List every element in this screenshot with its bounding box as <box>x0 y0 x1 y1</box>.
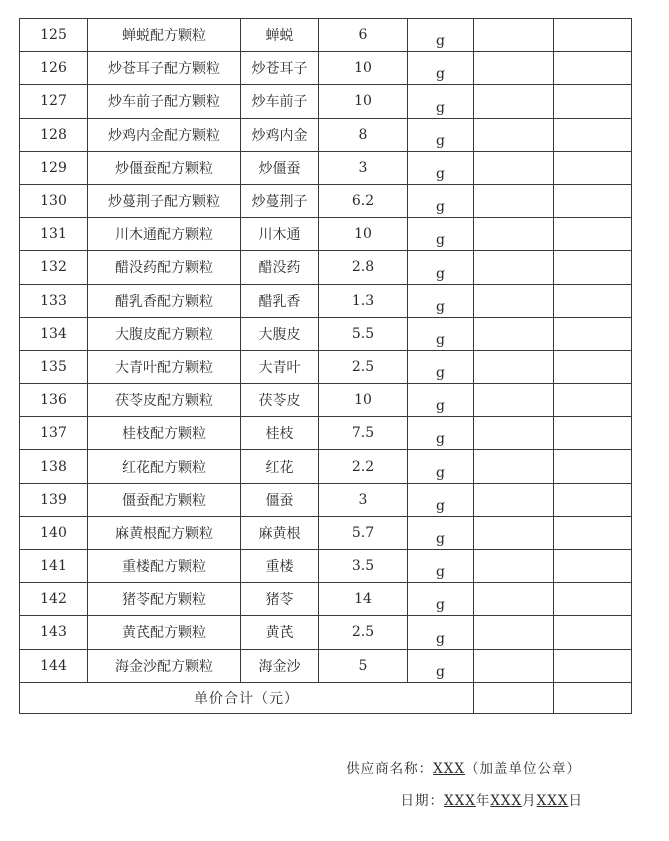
product-name: 僵蚕配方颗粒 <box>88 483 241 516</box>
herb-name: 炒车前子 <box>241 85 319 118</box>
year-suffix: 年 <box>475 793 491 809</box>
blank-cell-b <box>554 184 632 217</box>
date-year: XXX <box>443 793 476 809</box>
table-row <box>20 19 632 52</box>
row-number: 137 <box>20 417 88 450</box>
product-name: 麻黄根配方颗粒 <box>88 516 241 549</box>
quantity: 10 <box>319 218 408 251</box>
blank-cell-b <box>554 616 632 649</box>
seal-note: （加盖单位公章） <box>465 761 581 777</box>
quantity: 2.2 <box>319 450 408 483</box>
quantity: 6.2 <box>319 184 408 217</box>
blank-cell-b <box>554 118 632 151</box>
quantity: 10 <box>319 52 408 85</box>
row-number: 142 <box>20 583 88 616</box>
blank-cell-a <box>474 384 554 417</box>
total-label: 单价合计（元） <box>20 682 474 713</box>
blank-cell-b <box>554 284 632 317</box>
quantity: 6 <box>319 19 408 52</box>
quantity: 10 <box>319 384 408 417</box>
product-name: 黄芪配方颗粒 <box>88 616 241 649</box>
product-name: 炒蔓荆子配方颗粒 <box>88 184 241 217</box>
blank-cell-b <box>554 317 632 350</box>
herb-name: 炒苍耳子 <box>241 52 319 85</box>
herb-name: 僵蚕 <box>241 483 319 516</box>
quantity: 5.5 <box>319 317 408 350</box>
row-number: 129 <box>20 151 88 184</box>
herb-name: 炒蔓荆子 <box>241 184 319 217</box>
unit: g <box>408 85 474 118</box>
table-row <box>20 616 632 649</box>
date-label: 日期： <box>400 793 444 809</box>
day-suffix: 日 <box>568 793 583 809</box>
table-row <box>20 184 632 217</box>
product-name: 蝉蜕配方颗粒 <box>88 19 241 52</box>
herb-name: 重楼 <box>241 550 319 583</box>
table-row <box>20 251 632 284</box>
blank-cell-b <box>554 350 632 383</box>
blank-cell-b <box>554 19 632 52</box>
unit: g <box>408 19 474 52</box>
blank-cell-a <box>474 184 554 217</box>
table-row <box>20 649 632 682</box>
blank-cell-b <box>554 85 632 118</box>
date-month: XXX <box>490 793 523 809</box>
herb-name: 大青叶 <box>241 350 319 383</box>
blank-cell-b <box>554 583 632 616</box>
quantity: 3.5 <box>319 550 408 583</box>
row-number: 135 <box>20 350 88 383</box>
unit: g <box>408 616 474 649</box>
product-name: 川木通配方颗粒 <box>88 218 241 251</box>
blank-cell-a <box>474 350 554 383</box>
unit: g <box>408 317 474 350</box>
price-table <box>19 18 632 714</box>
quantity: 8 <box>319 118 408 151</box>
blank-cell-b <box>554 450 632 483</box>
blank-cell-a <box>474 417 554 450</box>
unit: g <box>408 184 474 217</box>
blank-cell-a <box>474 52 554 85</box>
herb-name: 猪苓 <box>241 583 319 616</box>
table-row <box>20 417 632 450</box>
unit: g <box>408 284 474 317</box>
unit: g <box>408 450 474 483</box>
blank-cell-a <box>474 151 554 184</box>
row-number: 143 <box>20 616 88 649</box>
blank-cell-a <box>474 85 554 118</box>
supplier-name: XXX <box>433 761 465 777</box>
product-name: 醋没药配方颗粒 <box>88 251 241 284</box>
product-name: 重楼配方颗粒 <box>88 550 241 583</box>
table-row <box>20 52 632 85</box>
blank-cell-b <box>554 483 632 516</box>
row-number: 140 <box>20 516 88 549</box>
table-row <box>20 151 632 184</box>
herb-name: 大腹皮 <box>241 317 319 350</box>
row-number: 125 <box>20 19 88 52</box>
blank-cell-a <box>474 649 554 682</box>
product-name: 炒鸡内金配方颗粒 <box>88 118 241 151</box>
blank-cell-b <box>554 151 632 184</box>
blank-cell-a <box>474 251 554 284</box>
unit: g <box>408 483 474 516</box>
table-row <box>20 85 632 118</box>
blank-cell-b <box>554 417 632 450</box>
product-name: 醋乳香配方颗粒 <box>88 284 241 317</box>
table-row <box>20 350 632 383</box>
row-number: 126 <box>20 52 88 85</box>
blank-cell-a <box>474 450 554 483</box>
product-name: 红花配方颗粒 <box>88 450 241 483</box>
product-name: 海金沙配方颗粒 <box>88 649 241 682</box>
table-row <box>20 583 632 616</box>
table-row <box>20 483 632 516</box>
blank-cell-b <box>554 649 632 682</box>
blank-cell-b <box>554 550 632 583</box>
table-row <box>20 384 632 417</box>
row-number: 134 <box>20 317 88 350</box>
unit: g <box>408 649 474 682</box>
product-name: 炒僵蚕配方颗粒 <box>88 151 241 184</box>
quantity: 2.5 <box>319 350 408 383</box>
quantity: 3 <box>319 151 408 184</box>
total-row <box>20 682 632 713</box>
herb-name: 炒僵蚕 <box>241 151 319 184</box>
unit: g <box>408 550 474 583</box>
total-cell-b <box>554 682 632 713</box>
quantity: 5 <box>319 649 408 682</box>
supplier-line <box>346 757 581 777</box>
quantity: 3 <box>319 483 408 516</box>
unit: g <box>408 384 474 417</box>
blank-cell-b <box>554 52 632 85</box>
herb-name: 黄芪 <box>241 616 319 649</box>
herb-name: 醋没药 <box>241 251 319 284</box>
row-number: 138 <box>20 450 88 483</box>
blank-cell-a <box>474 118 554 151</box>
quantity: 7.5 <box>319 417 408 450</box>
quantity: 2.8 <box>319 251 408 284</box>
unit: g <box>408 350 474 383</box>
herb-name: 炒鸡内金 <box>241 118 319 151</box>
table-row <box>20 450 632 483</box>
row-number: 133 <box>20 284 88 317</box>
table-row <box>20 516 632 549</box>
product-name: 炒苍耳子配方颗粒 <box>88 52 241 85</box>
supplier-label: 供应商名称： <box>346 761 434 777</box>
product-name: 桂枝配方颗粒 <box>88 417 241 450</box>
product-name: 炒车前子配方颗粒 <box>88 85 241 118</box>
product-name: 猪苓配方颗粒 <box>88 583 241 616</box>
row-number: 130 <box>20 184 88 217</box>
herb-name: 川木通 <box>241 218 319 251</box>
quantity: 10 <box>319 85 408 118</box>
blank-cell-a <box>474 483 554 516</box>
unit: g <box>408 118 474 151</box>
product-name: 茯苓皮配方颗粒 <box>88 384 241 417</box>
row-number: 144 <box>20 649 88 682</box>
herb-name: 蝉蜕 <box>241 19 319 52</box>
row-number: 141 <box>20 550 88 583</box>
table-row <box>20 218 632 251</box>
blank-cell-a <box>474 284 554 317</box>
blank-cell-a <box>474 583 554 616</box>
blank-cell-a <box>474 317 554 350</box>
herb-name: 海金沙 <box>241 649 319 682</box>
table-body <box>20 19 632 683</box>
herb-name: 红花 <box>241 450 319 483</box>
unit: g <box>408 251 474 284</box>
quantity: 14 <box>319 583 408 616</box>
herb-name: 茯苓皮 <box>241 384 319 417</box>
herb-name: 桂枝 <box>241 417 319 450</box>
table-row <box>20 284 632 317</box>
unit: g <box>408 52 474 85</box>
blank-cell-b <box>554 384 632 417</box>
table-row <box>20 550 632 583</box>
herb-name: 醋乳香 <box>241 284 319 317</box>
product-name: 大青叶配方颗粒 <box>88 350 241 383</box>
quantity: 2.5 <box>319 616 408 649</box>
blank-cell-a <box>474 616 554 649</box>
herb-name: 麻黄根 <box>241 516 319 549</box>
blank-cell-b <box>554 516 632 549</box>
blank-cell-b <box>554 218 632 251</box>
blank-cell-a <box>474 19 554 52</box>
total-cell-a <box>474 682 554 713</box>
unit: g <box>408 516 474 549</box>
blank-cell-a <box>474 550 554 583</box>
row-number: 127 <box>20 85 88 118</box>
blank-cell-b <box>554 251 632 284</box>
quantity: 5.7 <box>319 516 408 549</box>
row-number: 131 <box>20 218 88 251</box>
date-day: XXX <box>536 793 569 809</box>
unit: g <box>408 417 474 450</box>
product-name: 大腹皮配方颗粒 <box>88 317 241 350</box>
row-number: 132 <box>20 251 88 284</box>
table-row <box>20 317 632 350</box>
blank-cell-a <box>474 516 554 549</box>
blank-cell-a <box>474 218 554 251</box>
unit: g <box>408 151 474 184</box>
quantity: 1.3 <box>319 284 408 317</box>
unit: g <box>408 583 474 616</box>
row-number: 128 <box>20 118 88 151</box>
row-number: 139 <box>20 483 88 516</box>
month-suffix: 月 <box>522 793 537 809</box>
unit: g <box>408 218 474 251</box>
date-line <box>400 789 583 809</box>
table-row <box>20 118 632 151</box>
row-number: 136 <box>20 384 88 417</box>
